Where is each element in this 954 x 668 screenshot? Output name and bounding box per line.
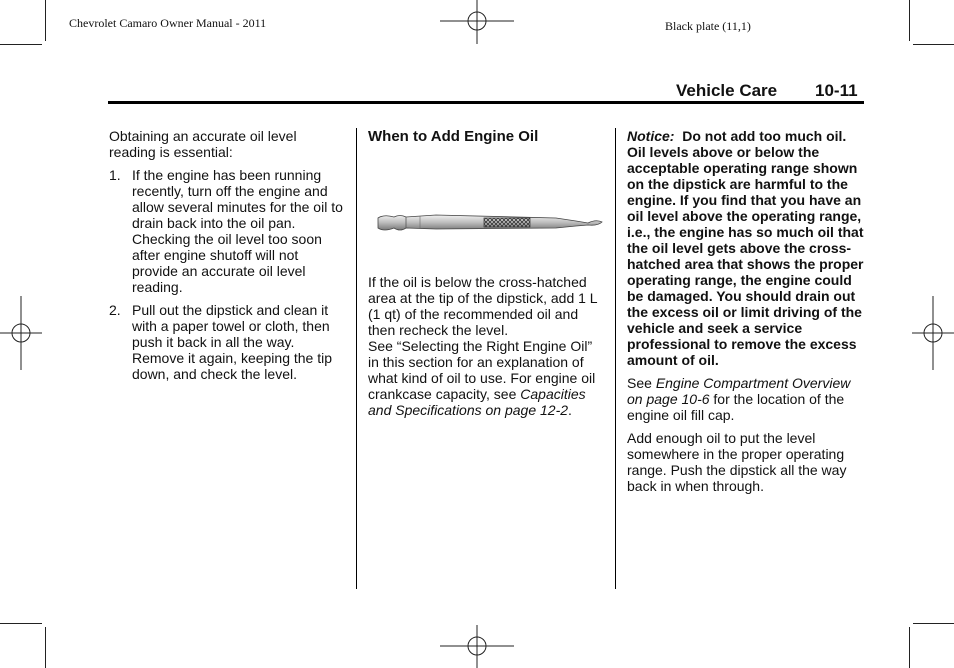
paragraph: If the oil is below the cross-hatched area at the tip of the dipstick, add 1 L (1 qt) of the recommended oil and then recheck the level.	[368, 274, 598, 338]
paragraph-text: See	[627, 375, 656, 391]
crop-mark	[0, 44, 42, 45]
crop-mark	[913, 623, 954, 624]
dipstick-illustration	[376, 204, 606, 244]
crop-mark	[45, 0, 46, 41]
cross-reference-link[interactable]: Engine Compartment Overview on page 10-6	[627, 375, 851, 407]
paragraph	[627, 375, 865, 423]
registration-target-icon	[440, 625, 514, 668]
list-text: If the engine has been running recently, turn off the engine and allow several minutes for the oil to drain back into the oil pan. Checking the oil level too soon after engine shutoff will not provide an accurate oil level reading.	[132, 167, 343, 295]
list-number: 2.	[109, 302, 121, 318]
list-item	[109, 302, 347, 382]
plate-label: Black plate (11,1)	[665, 19, 751, 33]
crop-mark	[909, 0, 910, 41]
notice-block	[627, 128, 865, 368]
registration-target-icon	[0, 296, 42, 370]
list-item	[109, 167, 347, 295]
list-number: 1.	[109, 167, 121, 183]
paragraph	[368, 338, 606, 418]
header-rule	[108, 101, 864, 104]
crop-mark	[913, 44, 954, 45]
notice-text: Do not add too much oil. Oil levels above or below the acceptable operating range shown on the dipstick are harmful to the engine. If you find that you have an oil level above the operating range, i.e., the engine has so much oil that the oil level gets above the cross-hatched area that shows the proper operating range, the engine could be damaged. You should drain out the excess oil or limit driving of the vehicle and seek a service professional to remove the excess amount of oil.	[627, 128, 864, 368]
list-text: Pull out the dipstick and clean it with a paper towel or cloth, then push it back in all the way. Remove it again, keeping the tip down, and check the level.	[132, 302, 333, 382]
manual-title: Chevrolet Camaro Owner Manual - 2011	[69, 16, 267, 30]
paragraph-text: .	[568, 402, 572, 418]
cross-reference-link[interactable]: Capacities and Specifications on page 12-2	[368, 386, 586, 418]
column-left	[109, 128, 347, 389]
column-divider	[356, 128, 357, 589]
crop-mark	[909, 627, 910, 668]
paragraph-text: for the location of the engine oil fill cap.	[627, 391, 845, 423]
paragraph-text: See “Selecting the Right Engine Oil” in this section for an explanation of what kind of oil to use. For engine oil crankcase capacity, see	[368, 338, 596, 402]
notice-label: Notice:	[627, 128, 675, 144]
registration-target-icon	[440, 0, 514, 44]
page-number: 10-11	[815, 81, 858, 100]
crop-mark	[0, 623, 42, 624]
column-right	[627, 128, 865, 501]
column-divider	[615, 128, 616, 589]
subsection-heading: When to Add Engine Oil	[368, 128, 539, 145]
intro-text: Obtaining an accurate oil level reading is essential:	[109, 128, 297, 160]
paragraph: Add enough oil to put the level somewhere in the proper operating range. Push the dipstick all the way back in when through.	[627, 430, 847, 494]
cross-hatched-area	[484, 218, 530, 227]
registration-target-icon	[912, 296, 954, 370]
column-middle	[368, 128, 608, 425]
section-title: Vehicle Care	[676, 81, 778, 100]
crop-mark	[45, 627, 46, 668]
